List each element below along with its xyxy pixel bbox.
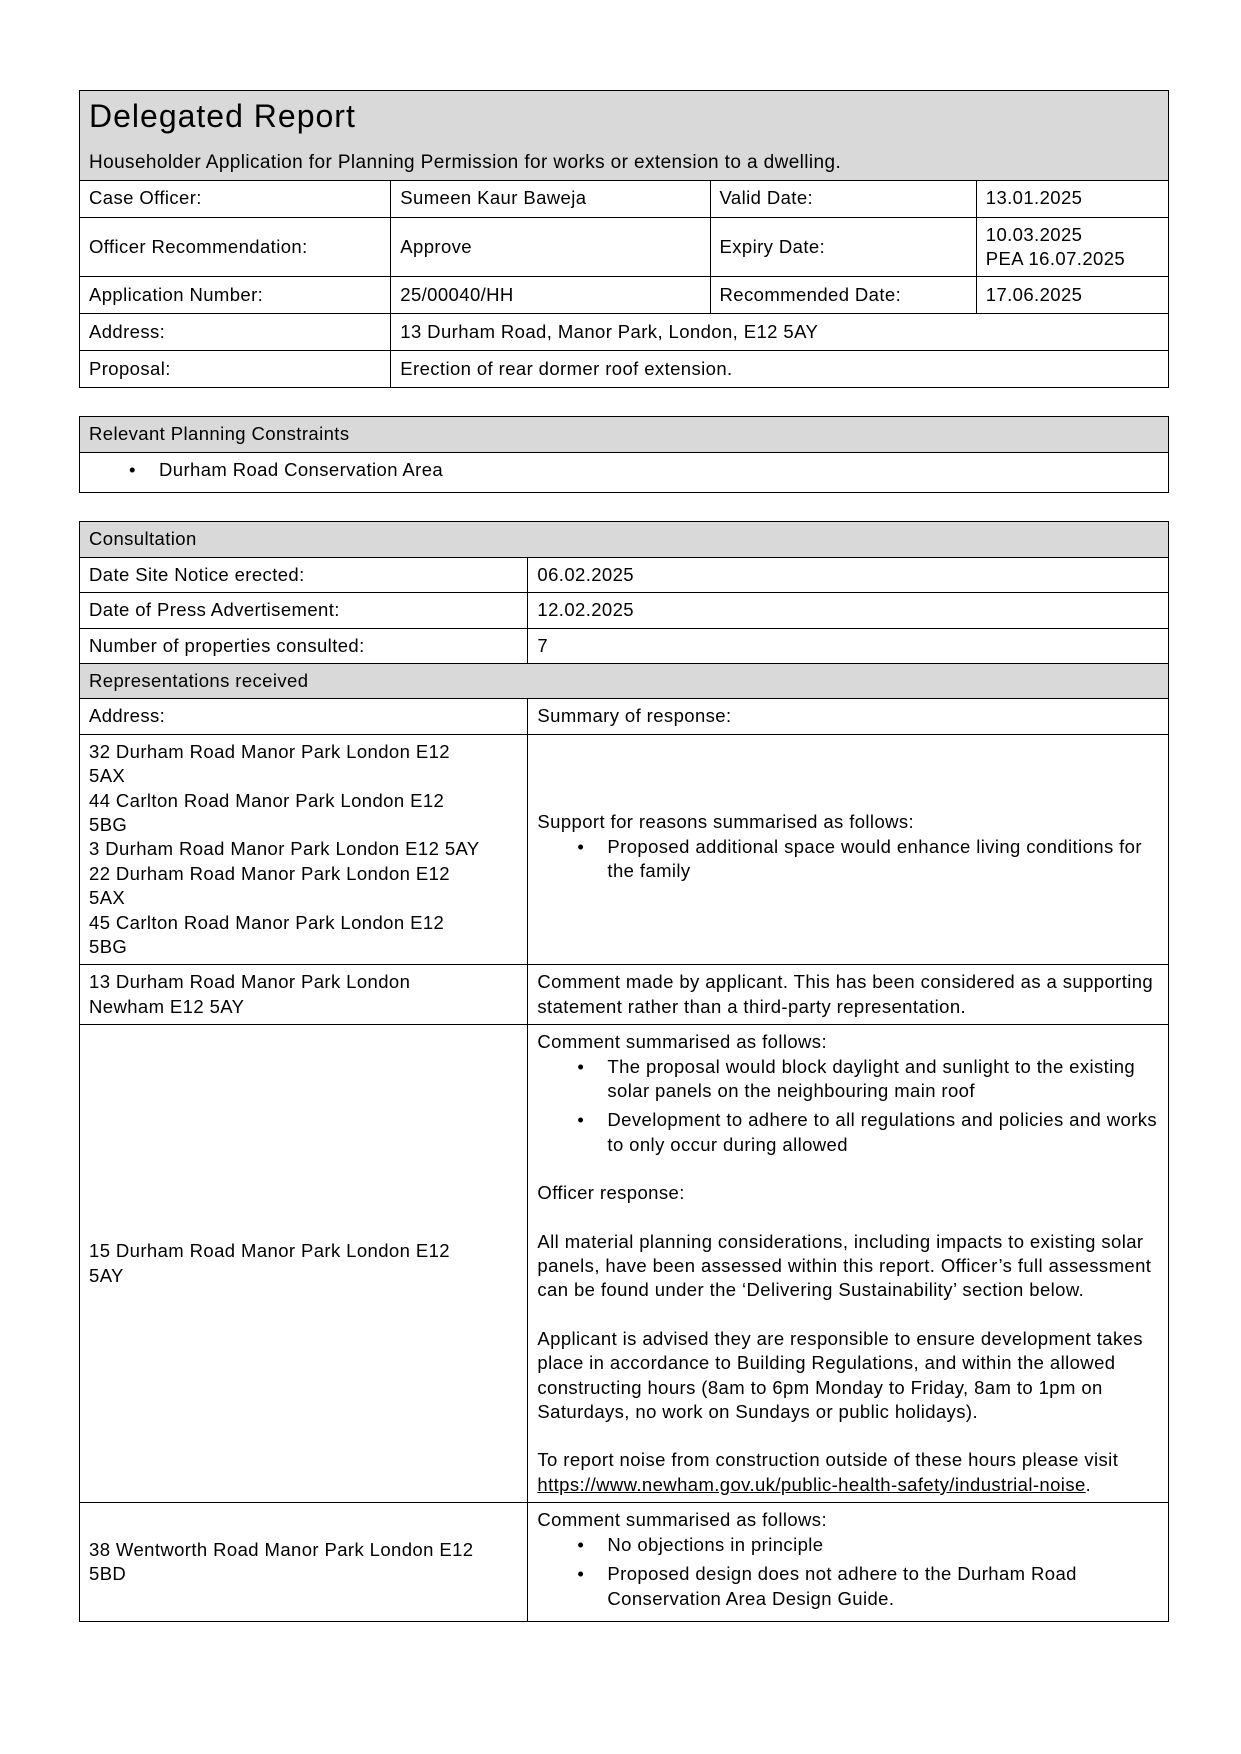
representation-row <box>80 1503 1169 1622</box>
press-advertisement-label: Date of Press Advertisement: <box>80 593 528 628</box>
representation-addresses <box>80 734 528 965</box>
representation-summary <box>528 1503 1169 1622</box>
noise-text-after-link: . <box>1085 1473 1092 1495</box>
constraints-body-cell <box>80 452 1169 492</box>
report-header-row <box>80 91 1169 181</box>
properties-consulted-label: Number of properties consulted: <box>80 628 528 663</box>
representation-summary <box>528 965 1169 1025</box>
bullet-marker: • <box>129 458 136 480</box>
proposal-value: Erection of rear dormer roof extension. <box>391 351 1169 388</box>
summary-intro: Support for reasons summarised as follows: <box>537 811 915 833</box>
representation-addresses <box>80 1025 528 1503</box>
expiry-date-line2: PEA 16.07.2025 <box>985 248 1126 270</box>
properties-consulted-value: 7 <box>528 628 1169 663</box>
expiry-date-value <box>976 217 1168 277</box>
consultation-section-heading: Consultation <box>80 522 1169 557</box>
proposal-label: Proposal: <box>80 351 391 388</box>
representation-addresses <box>80 965 528 1025</box>
bullet-marker: • <box>577 835 585 857</box>
industrial-noise-link[interactable]: https://www.newham.gov.uk/public-health-safety/industrial-noise <box>537 1473 1086 1495</box>
bullet-marker: • <box>577 1055 585 1077</box>
case-officer-label: Case Officer: <box>80 180 391 217</box>
summary-list-item: • Proposed design does not adhere to the Durham Road Conservation Area Design Guide. <box>577 1563 1077 1609</box>
table-row <box>80 593 1169 628</box>
table-row <box>80 277 1169 314</box>
table-row <box>80 217 1169 277</box>
valid-date-value: 13.01.2025 <box>976 180 1168 217</box>
summary-intro: Comment summarised as follows: <box>537 1509 827 1531</box>
table-row <box>80 663 1169 698</box>
application-number-label: Application Number: <box>80 277 391 314</box>
site-notice-label: Date Site Notice erected: <box>80 557 528 592</box>
representation-address: 15 Durham Road Manor Park London E12 5AY <box>89 1240 450 1286</box>
representation-summary <box>528 1025 1169 1503</box>
table-row <box>80 522 1169 557</box>
summary-list-item: • The proposal would block daylight and sunlight to the existing solar panels on the neighbouring main roof <box>577 1055 1136 1102</box>
summary-column-header: Summary of response: <box>528 699 1169 734</box>
planning-constraints-table <box>79 416 1169 493</box>
report-details-table <box>79 90 1169 388</box>
table-row <box>80 417 1169 452</box>
table-row <box>80 180 1169 217</box>
noise-text-before-link: To report noise from construction outside of these hours please visit <box>537 1449 1119 1471</box>
address-label: Address: <box>80 314 391 351</box>
summary-list-item: • Proposed additional space would enhance living conditions for the family <box>577 835 1142 882</box>
summary-text: Comment made by applicant. This has been considered as a supporting statement rather than a third-party representation. <box>537 971 1154 1017</box>
representation-row <box>80 965 1169 1025</box>
press-advertisement-value: 12.02.2025 <box>528 593 1169 628</box>
representation-address: 13 Durham Road Manor Park London Newham E12 5AY <box>89 971 411 1017</box>
representation-row <box>80 1025 1169 1503</box>
constraint-text: Durham Road Conservation Area <box>159 458 444 480</box>
summary-list-item: • No objections in principle <box>537 1533 1159 1557</box>
recommended-date-value: 17.06.2025 <box>976 277 1168 314</box>
expiry-date-line1: 10.03.2025 <box>985 223 1083 245</box>
bullet-marker: • <box>577 1109 585 1131</box>
application-number-value: 25/00040/HH <box>391 277 710 314</box>
representation-addresses <box>80 1503 528 1622</box>
officer-recommendation-value: Approve <box>391 217 710 277</box>
summary-intro: Comment summarised as follows: <box>537 1031 827 1053</box>
representation-address: 45 Carlton Road Manor Park London E12 5BG <box>89 911 445 957</box>
table-row <box>80 699 1169 734</box>
report-header-cell <box>80 91 1169 181</box>
officer-response-label: Officer response: <box>537 1182 685 1204</box>
officer-response-paragraph: All material planning considerations, including impacts to existing solar panels, have been assessed within this report. Officer’s full assessment can be found under the ‘Delivering Sustainability’ section below. <box>537 1230 1152 1301</box>
table-row <box>80 452 1169 492</box>
consultation-table <box>79 521 1169 1622</box>
constraints-section-heading: Relevant Planning Constraints <box>80 417 1169 452</box>
representation-address: 32 Durham Road Manor Park London E12 5AX <box>89 740 450 787</box>
representation-address: 38 Wentworth Road Manor Park London E12 5BD <box>89 1538 474 1585</box>
representation-summary <box>528 734 1169 965</box>
case-officer-value: Sumeen Kaur Baweja <box>391 180 710 217</box>
bullet-marker: • <box>577 1563 585 1585</box>
officer-response-paragraph: Applicant is advised they are responsible to ensure development takes place in accordance to Building Regulations, and within the allowed constructing hours (8am to 6pm Monday to Friday, 8am to 1pm on Saturdays, no work on Sundays or public holidays). <box>537 1327 1143 1423</box>
address-column-header: Address: <box>80 699 528 734</box>
valid-date-label: Valid Date: <box>710 180 976 217</box>
page-title: Delegated Report <box>89 98 356 134</box>
table-row <box>80 314 1169 351</box>
table-row <box>80 557 1169 592</box>
recommended-date-label: Recommended Date: <box>710 277 976 314</box>
site-notice-value: 06.02.2025 <box>528 557 1169 592</box>
summary-list-item: • Development to adhere to all regulations and policies and works to only occur during allowed <box>577 1109 1158 1155</box>
page-subtitle: Householder Application for Planning Permission for works or extension to a dwelling. <box>89 151 842 173</box>
representation-address: 44 Carlton Road Manor Park London E12 5BG <box>89 789 445 835</box>
representation-row <box>80 734 1169 965</box>
table-row <box>80 628 1169 663</box>
table-row <box>80 351 1169 388</box>
expiry-date-label: Expiry Date: <box>710 217 976 277</box>
officer-recommendation-label: Officer Recommendation: <box>80 217 391 277</box>
bullet-marker: • <box>577 1533 585 1555</box>
representation-address: 22 Durham Road Manor Park London E12 5AX <box>89 862 450 909</box>
representation-address: 3 Durham Road Manor Park London E12 5AY <box>89 838 480 860</box>
noise-report-paragraph <box>537 1448 1159 1497</box>
representations-section-heading: Representations received <box>80 663 1169 698</box>
constraint-list-item <box>89 458 1159 482</box>
address-value: 13 Durham Road, Manor Park, London, E12 5AY <box>391 314 1169 351</box>
